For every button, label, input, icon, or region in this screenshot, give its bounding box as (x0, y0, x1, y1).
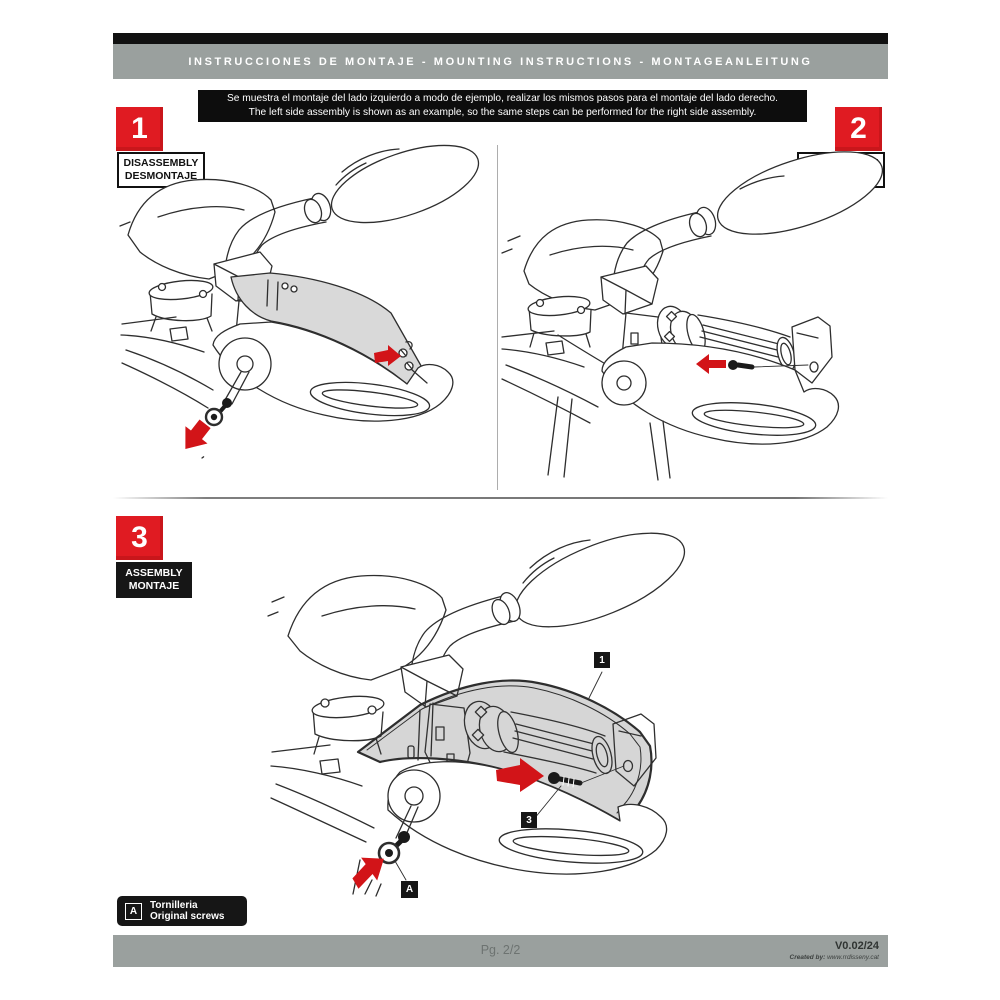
mirror (612, 135, 892, 298)
panel-divider-horizontal (113, 497, 888, 499)
note-line-es: Se muestra el montaje del lado izquierdo a modo de ejemplo, realizar los mismos pasos para el montaje del lado derecho. (227, 93, 778, 104)
diagram-assembly-step3 (268, 528, 693, 933)
part-label-3: 3 (521, 812, 537, 828)
brake-lever (121, 317, 213, 408)
part-label-1: 1 (594, 652, 610, 668)
step-3-label-line2: MONTAJE (128, 580, 180, 592)
diagram-disassembly-step2 (500, 185, 892, 485)
version-label: V0.02/24 (834, 940, 879, 952)
footer-bar (113, 935, 888, 967)
legend-line1: Tornilleria (150, 900, 198, 911)
label-1-leader (589, 672, 602, 698)
step-1-number-badge: 1 (116, 107, 163, 151)
note-banner (198, 90, 807, 122)
step-3-label-line1: ASSEMBLY (125, 567, 183, 579)
step-3-number-badge: 3 (116, 516, 163, 560)
panel-divider-vertical (497, 145, 498, 490)
diagram-disassembly-step1 (118, 138, 493, 488)
page-number: Pg. 2/2 (480, 943, 521, 957)
brake-lever (502, 331, 598, 423)
legend-original-screws (117, 896, 247, 926)
credit-line (790, 954, 879, 961)
brake-reservoir (148, 278, 214, 331)
step-1-label-line2: DESMONTAJE (124, 170, 198, 182)
part-label-a: A (401, 881, 418, 898)
note-line-en: The left side assembly is shown as an example, so the same steps can be performed for the right side assembly. (248, 107, 757, 118)
header-bar (113, 44, 888, 79)
step-1-label-line1: DISASSEMBLY (123, 157, 199, 169)
step-3-label (116, 562, 192, 598)
guard-mount-arm (792, 317, 832, 383)
credit-website[interactable]: www.rrdisseny.cat (827, 954, 879, 961)
legend-code-a: A (125, 903, 142, 920)
step-2-number-badge: 2 (835, 107, 882, 151)
top-black-bar (113, 33, 888, 44)
brake-reservoir (527, 294, 591, 347)
created-by-label: Created by: (789, 954, 826, 961)
legend-line2: Original screws (150, 911, 225, 922)
brake-lever (271, 745, 374, 842)
page-title: INSTRUCCIONES DE MONTAJE - MOUNTING INSTRUCTIONS - MONTAGEANLEITUNG (188, 55, 813, 68)
removed-screw (202, 372, 249, 458)
